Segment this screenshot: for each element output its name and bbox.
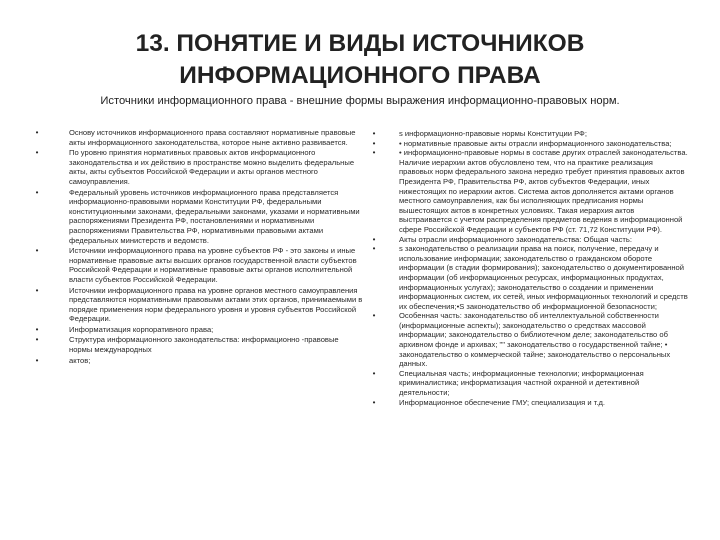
bullet-icon: • <box>35 355 39 365</box>
slide-title <box>60 28 660 92</box>
list-item-text: Федеральный уровень источников информационного права представляется информационно-правовыми нормами Конституции РФ, федеральными конституционными законами, федеральными законами, указами и нормативными распоряжениями Президента РФ, постановлениями и нормативными распоряжениями Правительства РФ, нормативными правовыми актами федеральных министерств и ведомств. <box>69 187 360 245</box>
list-item <box>370 369 688 398</box>
bullet-icon: • <box>372 397 376 407</box>
list-item-text: Акты отрасли информационного законодательства: Общая часть: <box>399 234 632 244</box>
list-item-text: s информационно-правовые нормы Конституции РФ; <box>399 129 587 138</box>
list-item-text: Источники информационного права на уровне органов местного самоуправления представляются нормативными правовыми актами этих органов, принимаемыми в порядке применения норм федерального уровня и уровня субъектов Российской Федерации. <box>69 285 363 324</box>
bullet-icon: • <box>35 187 39 197</box>
bullet-icon: • <box>35 148 39 158</box>
list-item-text: актов; <box>69 355 91 365</box>
list-item <box>370 244 688 311</box>
list-item-text: Специальная часть; информационные технологии; информационная криминалистика; информатизация частной охранной и детективной деятельности; <box>399 368 644 398</box>
bullet-icon: • <box>372 234 376 244</box>
list-item-text: Источники информационного права на уровне субъектов РФ - это законы и иные нормативные правовые акты высших органов государственной власти субъектов Российской Федерации и нормативные правовые акты органов исполнительной власти субъектов Российской Федерации. <box>69 246 357 284</box>
bullet-icon: • <box>372 138 376 148</box>
list-item-text: s законодательство о реализации права на поиск, получение, передачу и использование информации; законодательство о гражданском обороте информации (в стадии формирования); законодательство о документированной информации (об информационных ресурсах, информационных продуктах, информационных услугах); законодательство о создании и применении информационных систем, их сетей, иных информационных технологий и средств их обеспечения;•S законодательство об информационной безопасности; <box>399 244 688 311</box>
list-item-text: Информационное обеспечение ГМУ; специализация и т.д. <box>399 397 606 407</box>
list-item <box>33 188 363 246</box>
bullet-icon: • <box>35 335 39 345</box>
right-column-list <box>370 129 688 407</box>
bullet-icon: • <box>35 285 39 295</box>
bullet-icon: • <box>35 246 39 256</box>
slide-title-line-2: ИНФОРМАЦИОННОГО ПРАВА <box>179 62 541 89</box>
list-item <box>370 398 688 408</box>
slide-title-line-1: 13. ПОНЯТИЕ И ВИДЫ ИСТОЧНИКОВ <box>135 30 585 57</box>
bullet-icon: • <box>372 368 376 378</box>
slide-subtitle: Источники информационного права - внешние формы выражения информационно-правовых норм. <box>100 95 620 107</box>
list-item <box>33 286 363 324</box>
bullet-icon: • <box>372 129 376 138</box>
list-item <box>33 325 363 335</box>
list-item <box>33 335 363 354</box>
list-item <box>370 129 688 139</box>
list-item <box>33 356 363 366</box>
list-item-text: Информатизация корпоративного права; <box>69 324 214 334</box>
list-item-text: Особенная часть: законодательство об интеллектуальной собственности (информационные аспекты); законодательство о средствах массовой информации; законодательство о библиотечном деле; законодательство об архивном фонде и архивах; "" законодательство о государственной тайне; • законодательство о коммерческой тайне; законодательство о персональных данных. <box>399 311 671 369</box>
bullet-icon: • <box>372 148 376 158</box>
list-item-text: Структура информационного законодательства: информационно -правовые нормы международных <box>69 335 339 355</box>
list-item <box>370 139 688 149</box>
left-column-list <box>33 128 363 365</box>
list-item-text: • нормативные правовые акты отрасли информационного законодательства; <box>399 138 672 148</box>
list-item <box>33 246 363 284</box>
list-item <box>33 128 363 147</box>
list-item-text: • информационно-правовые нормы в составе других отраслей законодательства. Наличие иерархии актов обусловлено тем, что на практике реализация правовых норм федерального закона нередко требует принятия правовых актов Президента РФ, Правительства РФ, актов субъектов Федерации, иных нижестоящих по иерархии актов. Система актов дополняется актами органов местного самоуправления, как бы исполняющих предписания нормы вышестоящих актов в конкретных условиях. Такая иерархия актов выстраивается с учетом распределения предметов ведения в информационной сфере Российской Федерации и субъектов РФ (ст. 71,72 Конституции РФ). <box>399 148 688 234</box>
bullet-icon: • <box>35 128 39 137</box>
list-item <box>370 311 688 369</box>
list-item-text: По уровню принятия нормативных правовых актов информационного законодательства и их действию в пространстве можно выделить федеральные акты, акты субъектов Российской Федерации и акты органов местного самоуправления. <box>69 148 355 186</box>
bullet-icon: • <box>372 244 376 254</box>
bullet-icon: • <box>372 311 376 321</box>
list-item <box>33 148 363 186</box>
list-item <box>370 235 688 245</box>
bullet-icon: • <box>35 324 39 334</box>
list-item-text: Основу источников информационного права составляют нормативные правовые акты информационного законодательства, которое ныне активно развивается. <box>69 128 356 147</box>
list-item <box>370 148 688 234</box>
